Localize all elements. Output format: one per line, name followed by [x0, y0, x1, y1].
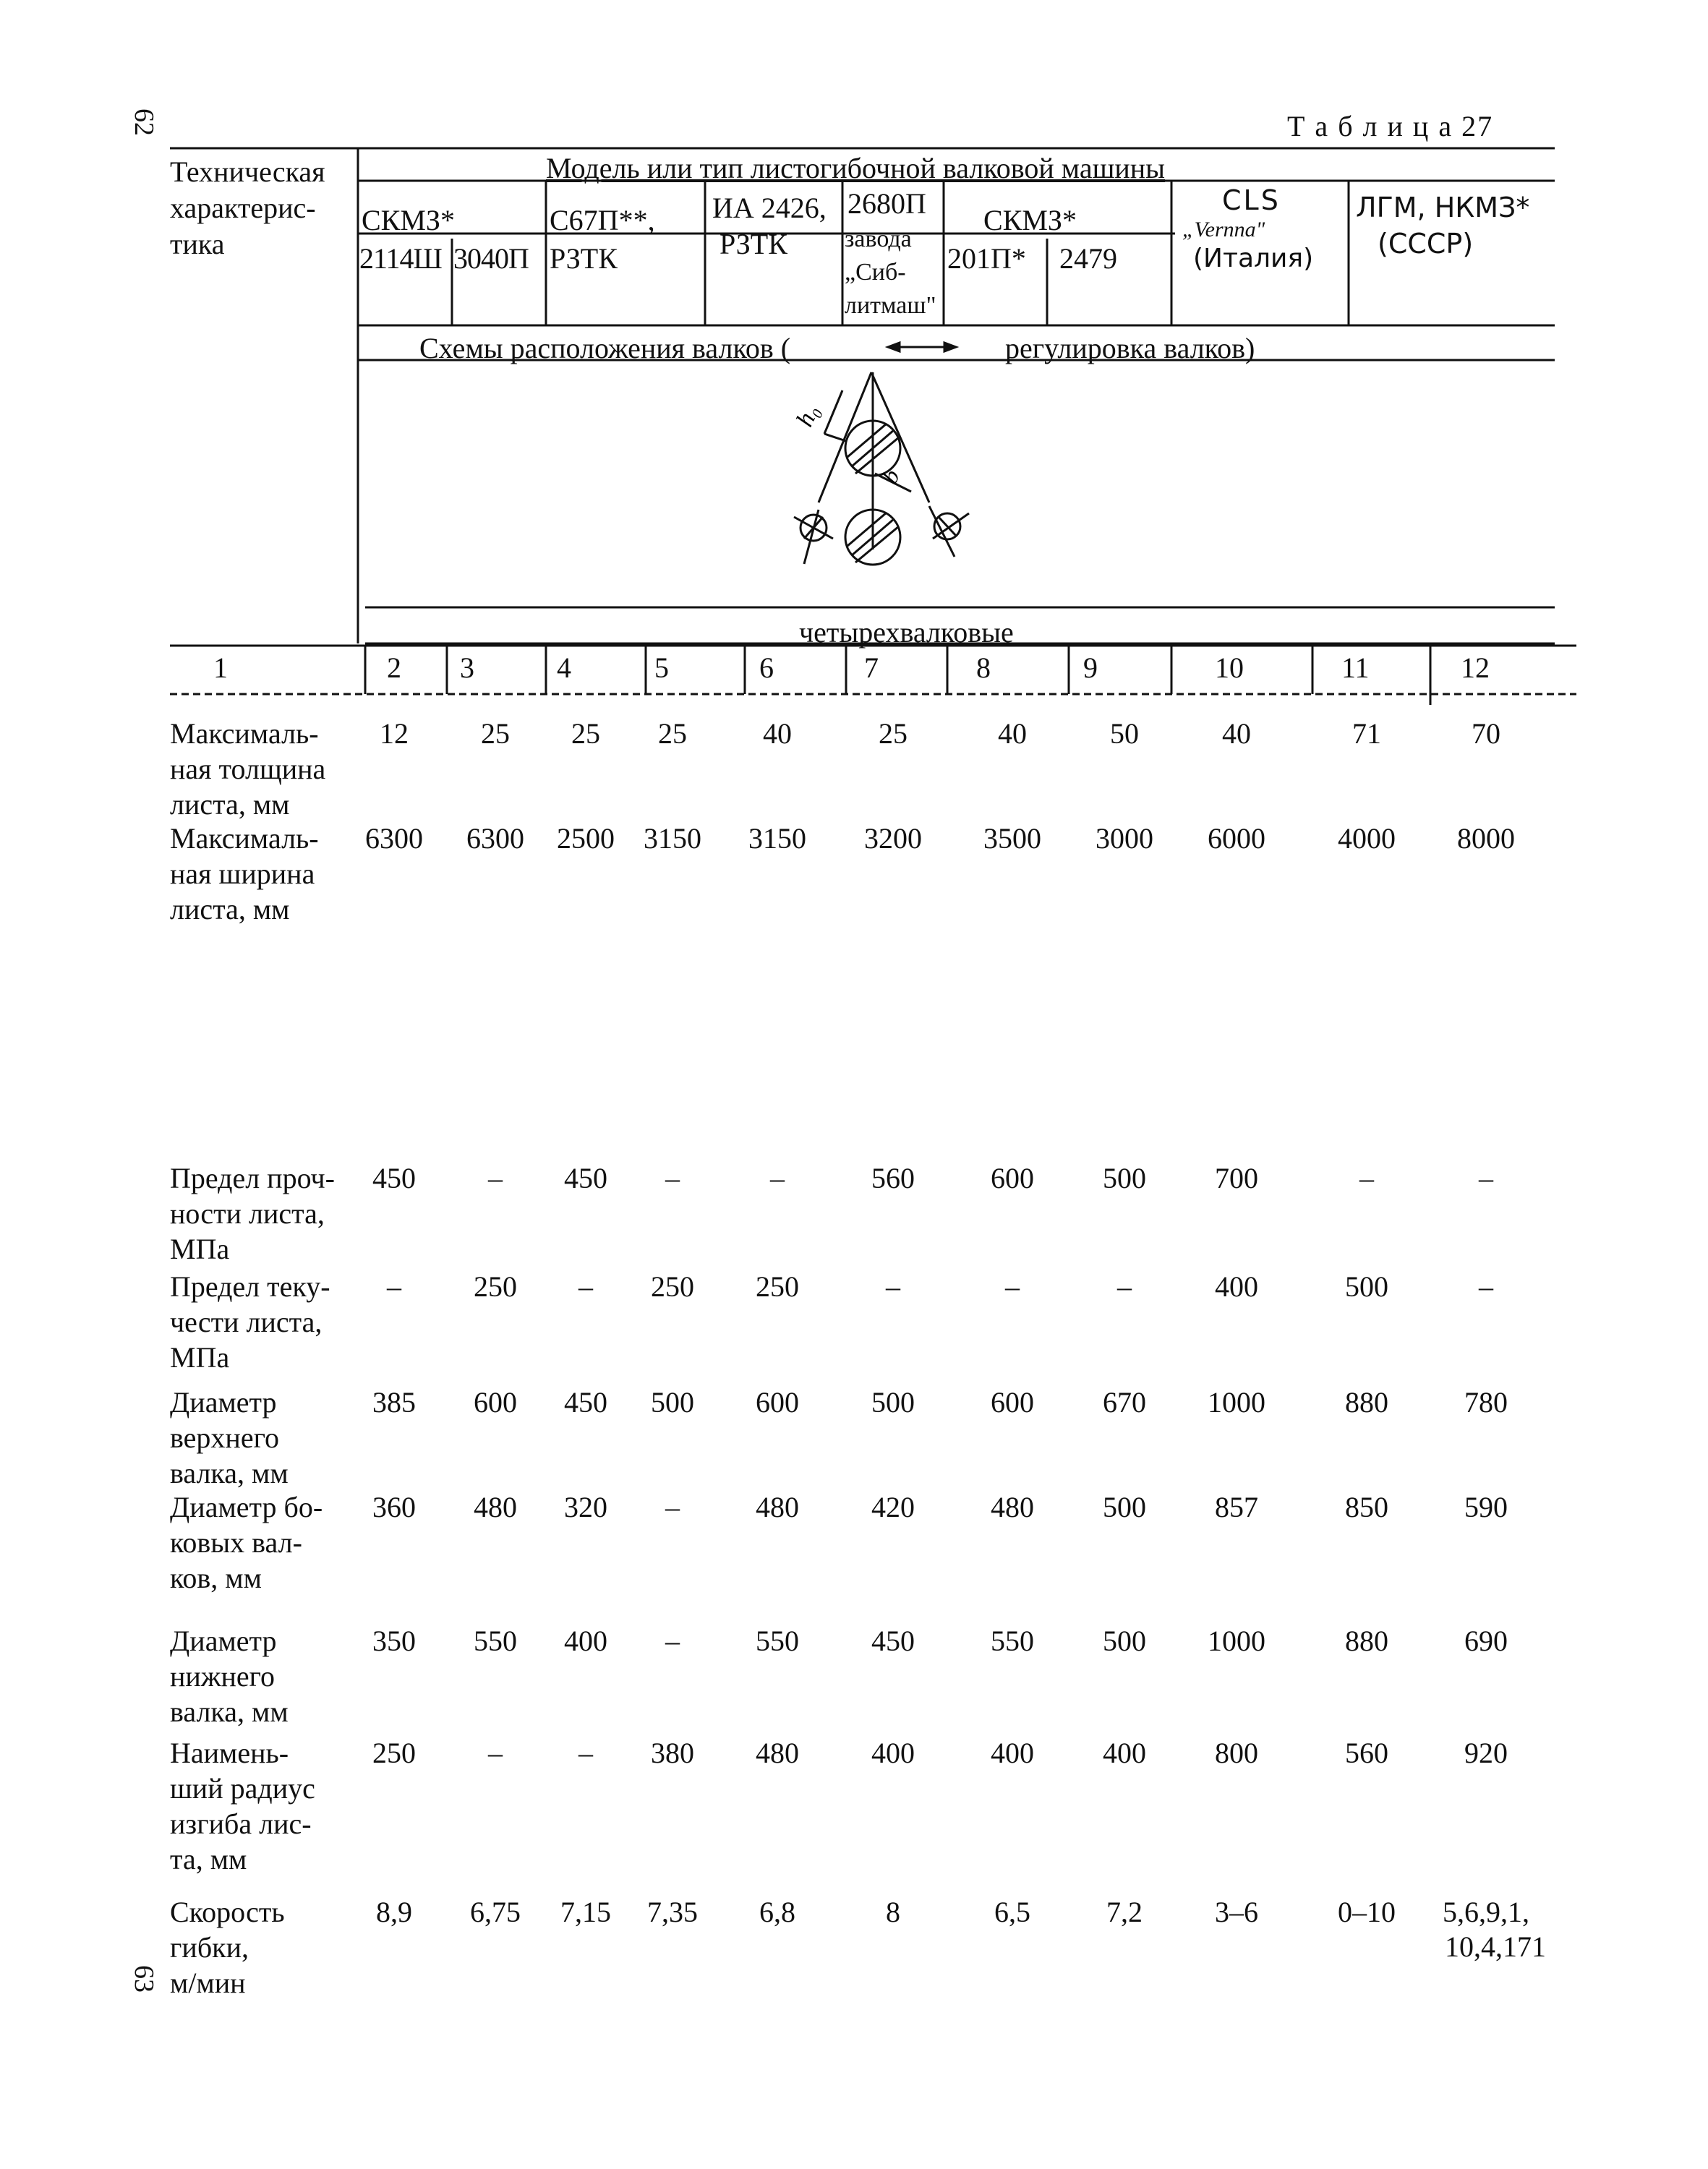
table-cell: 880: [1345, 1625, 1388, 1657]
row-label-line: валка, мм: [170, 1457, 289, 1489]
row-label-line: ная толщина: [170, 753, 326, 785]
ia2426-org: РЗТК: [720, 228, 787, 260]
row-label-line: Диаметр: [170, 1386, 277, 1419]
row-label-line: нижнего: [170, 1660, 276, 1693]
col-num: 12: [1461, 651, 1490, 684]
row-label-line: гибки,: [170, 1931, 249, 1964]
table-cell: –: [665, 1162, 680, 1194]
page-number-top: 62: [129, 108, 159, 136]
skmz-b-sub1: 201П*: [947, 242, 1026, 275]
row-label-line: Диаметр: [170, 1625, 277, 1657]
table-cell: 1000: [1208, 1386, 1265, 1419]
table-cell: 71: [1352, 717, 1381, 750]
table-cell: 320: [564, 1491, 607, 1523]
row-label-line: верхнего: [170, 1421, 279, 1454]
s67p-org: РЗТК: [550, 242, 618, 275]
table-cell: 920: [1464, 1737, 1508, 1769]
table-cell: 500: [1103, 1625, 1146, 1657]
table-cell: 7,15: [560, 1896, 611, 1928]
lgm-country: (СССР): [1378, 228, 1474, 260]
table-cell: 0–10: [1338, 1896, 1396, 1928]
col-num: 8: [976, 651, 991, 684]
table-cell: 350: [372, 1625, 416, 1657]
table-cell: 6,75: [470, 1896, 521, 1928]
table-cell: 480: [756, 1737, 799, 1769]
table-cell: 8000: [1457, 822, 1515, 855]
table-cell: –: [665, 1491, 680, 1523]
row-label-line: изгиба лис-: [170, 1808, 312, 1840]
scheme-title-tail: регулировка валков): [1005, 332, 1255, 364]
col-num: 3: [460, 651, 474, 684]
table-cell: 600: [756, 1386, 799, 1419]
table-cell: 850: [1345, 1491, 1388, 1523]
table-cell: 600: [991, 1386, 1034, 1419]
model-title: Модель или тип листогибочной валковой машины: [546, 152, 1166, 184]
cls-brand: „Vernna": [1182, 218, 1265, 241]
row-label-line: валка, мм: [170, 1695, 289, 1728]
z2680-line3: „Сиб-: [845, 259, 906, 286]
table-cell: 6,8: [759, 1896, 795, 1928]
row-label-line: МПа: [170, 1233, 230, 1265]
col-num: 7: [864, 651, 879, 684]
z2680-name: 2680П: [847, 187, 926, 220]
table-cell: 500: [1103, 1162, 1146, 1194]
table-cell: 400: [1215, 1270, 1258, 1303]
row-label-line: ковых вал-: [170, 1526, 302, 1559]
row-label-line: Скорость: [170, 1896, 285, 1928]
table-cell: 7,35: [647, 1896, 698, 1928]
table-cell: 25: [879, 717, 908, 750]
row-label-line: м/мин: [170, 1967, 246, 1999]
char-label-3: тика: [170, 228, 225, 260]
col-num: 1: [213, 651, 228, 684]
row-label-line: листа, мм: [170, 788, 290, 821]
table-cell: 550: [474, 1625, 517, 1657]
table-cell: 40: [998, 717, 1027, 750]
table-cell: 3150: [644, 822, 701, 855]
table-cell: 550: [756, 1625, 799, 1657]
skmz-b-name: СКМЗ*: [983, 204, 1077, 236]
table-cell: –: [886, 1270, 900, 1303]
table-cell: –: [1359, 1162, 1374, 1194]
table-cell: 450: [871, 1625, 915, 1657]
table-cell: 250: [474, 1270, 517, 1303]
table-cell: 12: [380, 717, 409, 750]
col-num: 10: [1215, 651, 1244, 684]
ia2426-name: ИА 2426,: [712, 192, 827, 224]
table-cell: 1000: [1208, 1625, 1265, 1657]
table-cell: 450: [372, 1162, 416, 1194]
table-cell: 700: [1215, 1162, 1258, 1194]
scheme-title: Схемы расположения валков (: [419, 332, 791, 364]
row-label-line: Предел теку-: [170, 1270, 330, 1303]
table-cell: –: [1479, 1162, 1493, 1194]
table-cell: –: [1005, 1270, 1020, 1303]
table-cell: –: [1117, 1270, 1132, 1303]
table-title: Т а б л и ц а 27: [1287, 110, 1494, 142]
table-cell: 250: [372, 1737, 416, 1769]
table-cell: 400: [1103, 1737, 1146, 1769]
table-cell: 40: [763, 717, 792, 750]
row-label-line: ности листа,: [170, 1197, 325, 1230]
s67p-name: С67П**,: [550, 204, 655, 236]
h0-label: h₀: [791, 400, 825, 431]
col-num: 4: [557, 651, 571, 684]
table-cell: 857: [1215, 1491, 1258, 1523]
row-label-line: ший радиус: [170, 1772, 315, 1805]
table-cell: 3150: [748, 822, 806, 855]
table-cell: 7,2: [1106, 1896, 1143, 1928]
table-cell: 450: [564, 1162, 607, 1194]
skmz-b-sub2: 2479: [1059, 242, 1117, 275]
table-cell: 3000: [1096, 822, 1153, 855]
table-cell: 5,6,9,1,: [1443, 1896, 1529, 1928]
row-label-line: Наимень-: [170, 1737, 289, 1769]
col-num: 2: [387, 651, 401, 684]
table-cell: 50: [1110, 717, 1139, 750]
table-cell: 25: [481, 717, 510, 750]
table-cell: 690: [1464, 1625, 1508, 1657]
page-number-bottom: 63: [129, 1965, 159, 1993]
table-cell: 420: [871, 1491, 915, 1523]
table-cell: 4000: [1338, 822, 1396, 855]
table-cell: 600: [991, 1162, 1034, 1194]
table-cell: 780: [1464, 1386, 1508, 1419]
table-cell: 400: [871, 1737, 915, 1769]
table-cell: 500: [1103, 1491, 1146, 1523]
table-cell: 6,5: [994, 1896, 1030, 1928]
table-cell: 500: [1345, 1270, 1388, 1303]
table-cell: 25: [658, 717, 687, 750]
row-label-line: чести листа,: [170, 1306, 323, 1338]
table-cell: 25: [571, 717, 600, 750]
table-cell: 250: [756, 1270, 799, 1303]
row-label-line: та, мм: [170, 1843, 247, 1875]
table-cell: 480: [474, 1491, 517, 1523]
table-cell: –: [488, 1162, 503, 1194]
table-cell: 380: [651, 1737, 694, 1769]
col-num: 6: [759, 651, 774, 684]
table-cell: 800: [1215, 1737, 1258, 1769]
col-num: 11: [1341, 651, 1370, 684]
table-cell: 480: [991, 1491, 1034, 1523]
table-cell: 400: [991, 1737, 1034, 1769]
scheme-type: четырехвалковые: [799, 616, 1014, 649]
table-cell: –: [770, 1162, 785, 1194]
col-num: 5: [654, 651, 669, 684]
table-cell: –: [578, 1737, 593, 1769]
skmz-a-sub1: 2114Ш: [359, 242, 442, 275]
table-cell: 8: [886, 1896, 900, 1928]
table-cell: 8,9: [376, 1896, 412, 1928]
table-cell: –: [1479, 1270, 1493, 1303]
row-label-line: Диаметр бо-: [170, 1491, 323, 1523]
table-cell: 480: [756, 1491, 799, 1523]
table-cell: 40: [1222, 717, 1251, 750]
table-cell: 3200: [864, 822, 922, 855]
b-label: b: [876, 464, 905, 488]
table-cell: 560: [1345, 1737, 1388, 1769]
row-label-line: Максималь-: [170, 822, 319, 855]
table-cell: –: [488, 1737, 503, 1769]
table-cell: 250: [651, 1270, 694, 1303]
table-cell: 600: [474, 1386, 517, 1419]
table-cell-extra: 10,4,171: [1445, 1930, 1546, 1963]
z2680-line2: завода: [845, 226, 912, 252]
row-label-line: МПа: [170, 1341, 230, 1374]
table-cell: –: [578, 1270, 593, 1303]
row-label-line: ная ширина: [170, 857, 315, 890]
table-cell: 590: [1464, 1491, 1508, 1523]
table-cell: 6000: [1208, 822, 1265, 855]
table-cell: 3–6: [1215, 1896, 1258, 1928]
table-cell: –: [387, 1270, 401, 1303]
z2680-line4: литмаш": [845, 292, 936, 319]
cls-name: CLS: [1222, 184, 1281, 216]
row-label-line: ков, мм: [170, 1562, 262, 1594]
table-cell: 450: [564, 1386, 607, 1419]
skmz-a-sub2: 3040П: [453, 242, 529, 275]
char-label-1: Техническая: [170, 155, 325, 188]
cls-country: (Италия): [1193, 244, 1314, 273]
row-label-line: Предел проч-: [170, 1162, 335, 1194]
table-cell: 550: [991, 1625, 1034, 1657]
table-cell: 3500: [983, 822, 1041, 855]
table-cell: 385: [372, 1386, 416, 1419]
table-cell: 500: [651, 1386, 694, 1419]
table-cell: 880: [1345, 1386, 1388, 1419]
char-label-2: характерис-: [170, 192, 316, 224]
table-cell: 670: [1103, 1386, 1146, 1419]
table-cell: 360: [372, 1491, 416, 1523]
lgm-name: ЛГМ, НКМЗ*: [1356, 192, 1530, 223]
table-cell: 2500: [557, 822, 615, 855]
row-label-line: Максималь-: [170, 717, 319, 750]
table-cell: 70: [1472, 717, 1500, 750]
table-cell: 400: [564, 1625, 607, 1657]
table-cell: 6300: [365, 822, 423, 855]
col-num: 9: [1083, 651, 1098, 684]
row-label-line: листа, мм: [170, 893, 290, 925]
skmz-a-name: СКМЗ*: [362, 204, 455, 236]
table-cell: 6300: [466, 822, 524, 855]
table-cell: 560: [871, 1162, 915, 1194]
table-cell: 500: [871, 1386, 915, 1419]
table-cell: –: [665, 1625, 680, 1657]
